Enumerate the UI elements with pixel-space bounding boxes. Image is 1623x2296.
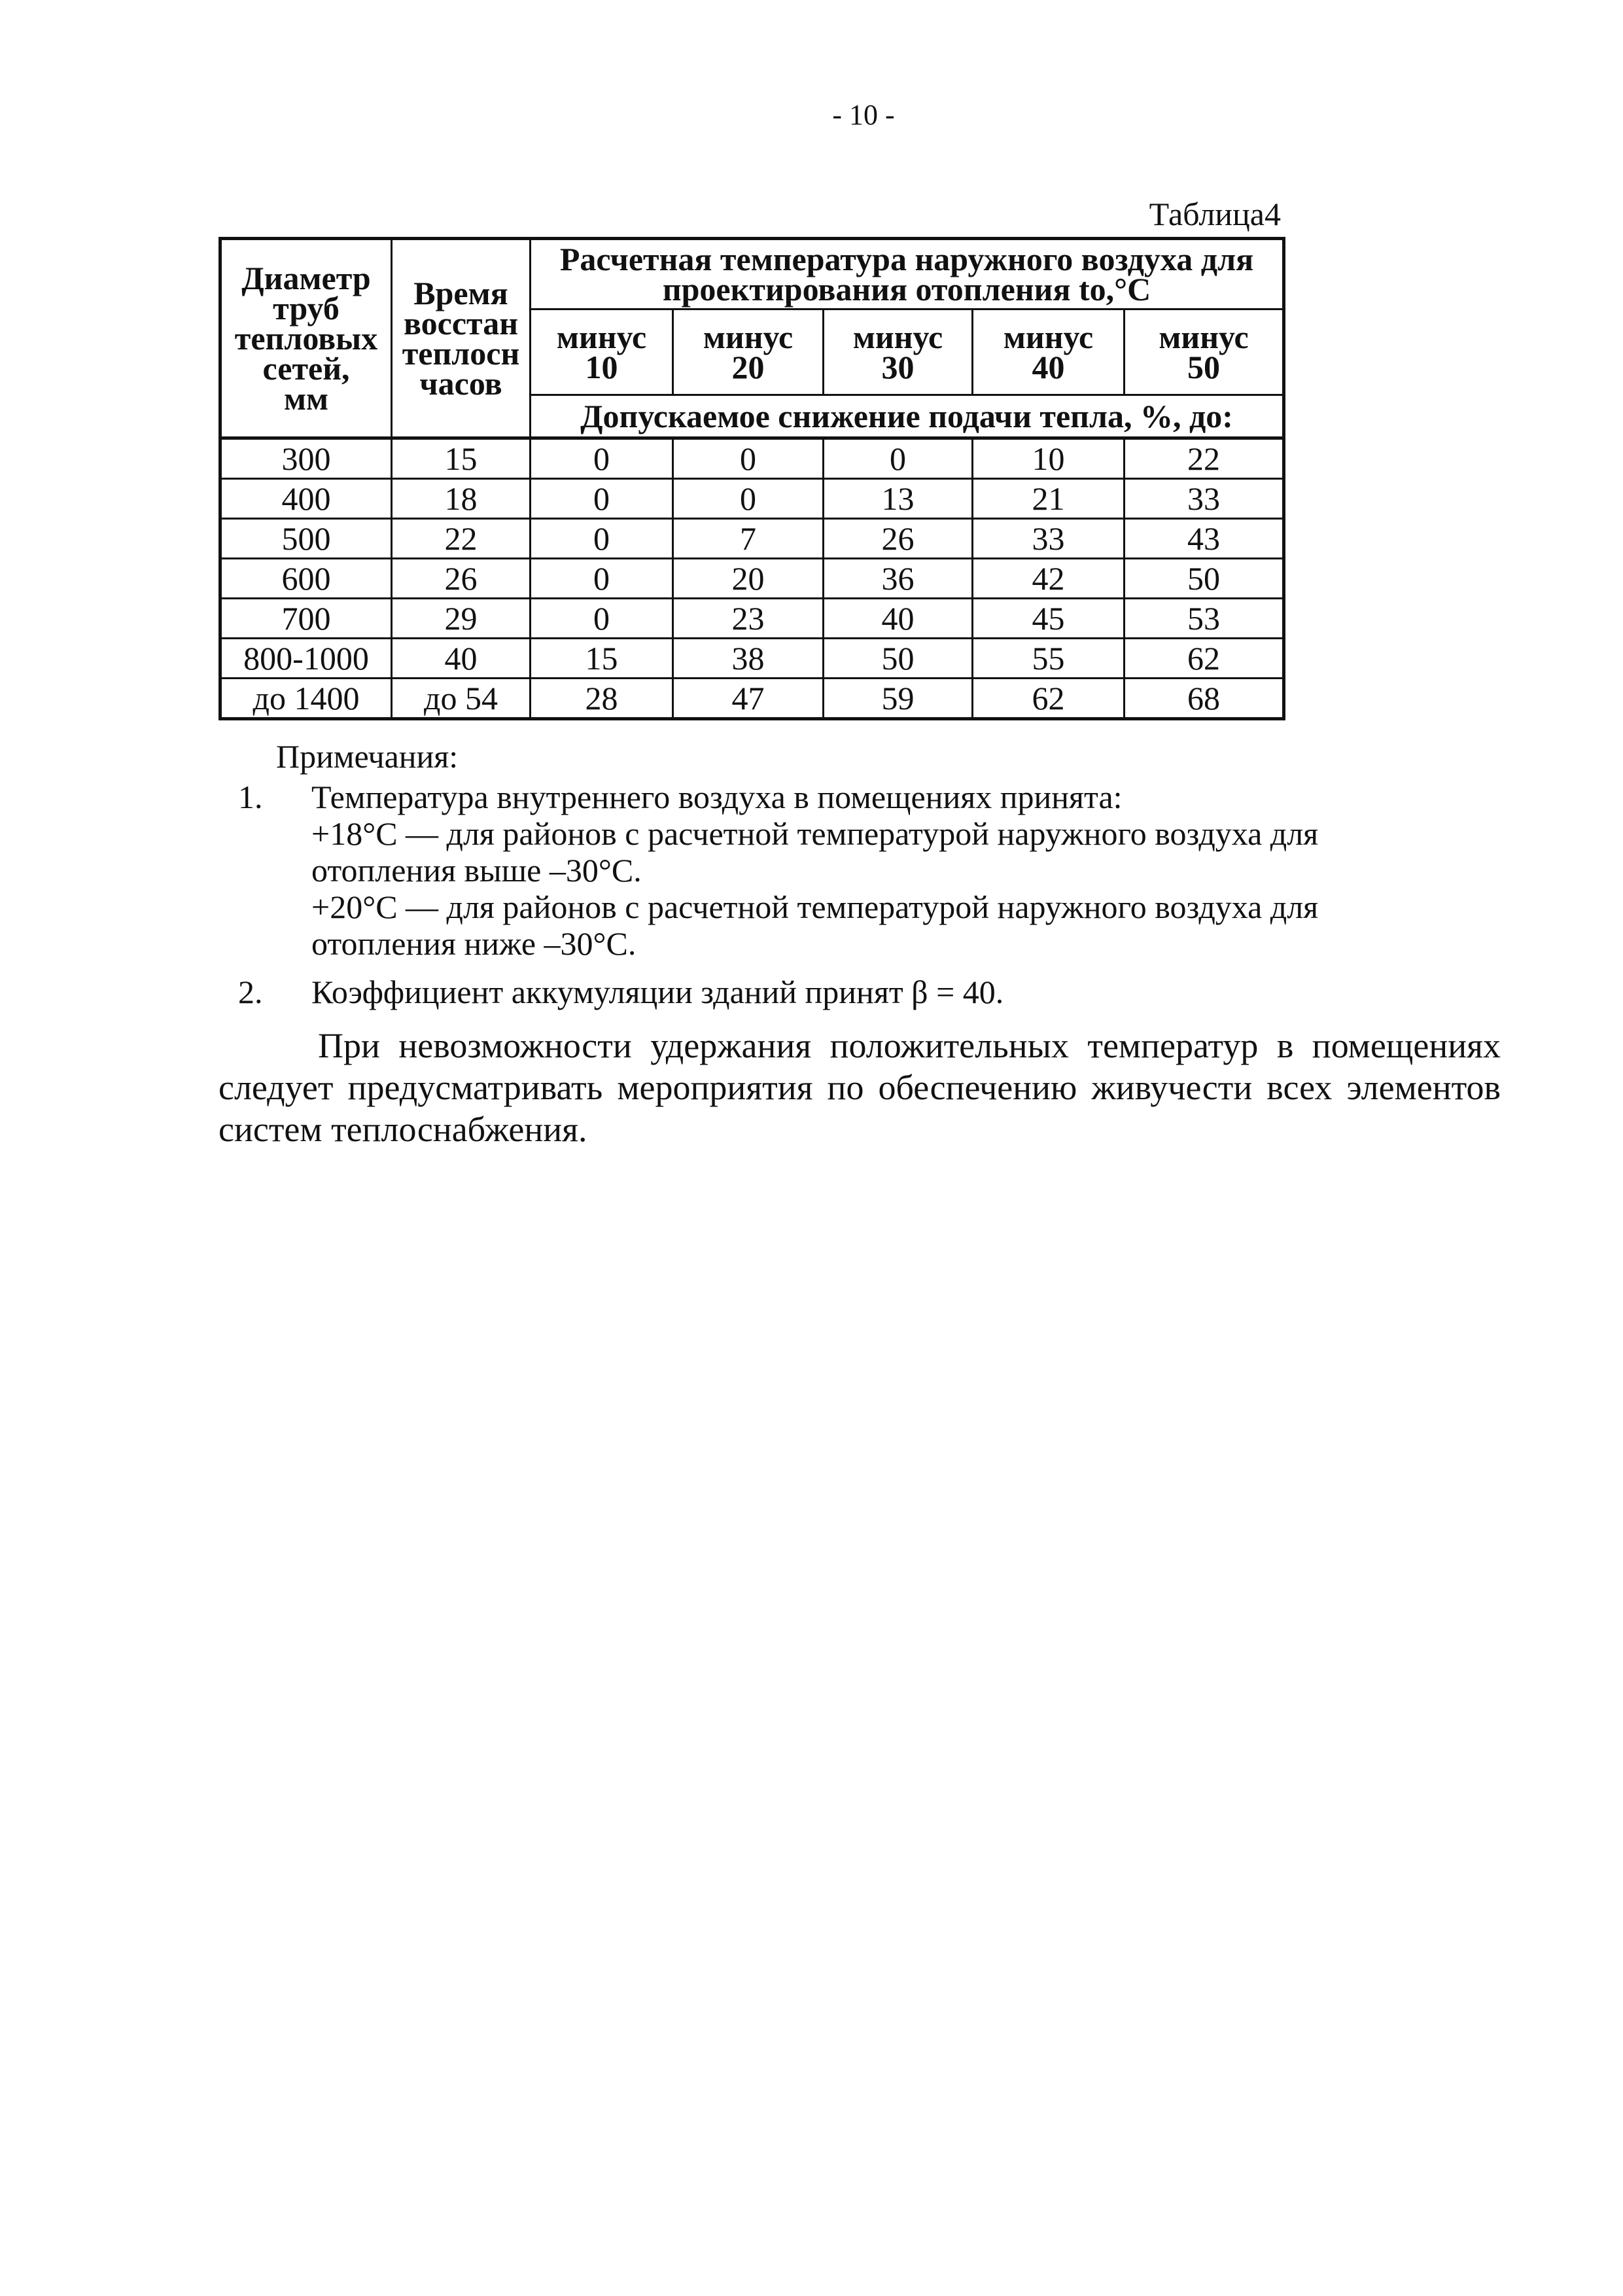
table-cell: 29	[392, 599, 531, 639]
table-cell: 22	[392, 519, 531, 559]
note-text: Температура внутреннего воздуха в помещениях принята: +18°С — для районов с расчетной температурой наружного воздуха для отопления выше –30°С. +20°С — для районов с расчетной температурой наружного воздуха для отопления ниже –30°С.	[311, 779, 1319, 962]
page-number: - 10 -	[832, 99, 895, 131]
table-cell: 0	[824, 438, 973, 479]
header-allowed-reduction: Допускаемое снижение подачи тепла, %, до:	[531, 395, 1284, 438]
table-row	[220, 479, 1284, 519]
table-cell: 15	[531, 639, 673, 679]
header-minus-50: минус 50	[1125, 309, 1284, 395]
table-cell: 500	[220, 519, 392, 559]
table-cell: 47	[673, 679, 824, 719]
table-cell: 50	[824, 639, 973, 679]
table-cell: 42	[973, 559, 1125, 599]
table-cell: 600	[220, 559, 392, 599]
table-cell: 20	[673, 559, 824, 599]
table-cell: 300	[220, 438, 392, 479]
table-cell: 0	[531, 479, 673, 519]
table-cell: 33	[973, 519, 1125, 559]
table-row	[220, 438, 1284, 479]
table-cell: 26	[824, 519, 973, 559]
table-row	[220, 599, 1284, 639]
header-minus-40: минус 40	[973, 309, 1125, 395]
table-cell: 0	[673, 479, 824, 519]
table-cell: 33	[1125, 479, 1284, 519]
header-minus-10: минус 10	[531, 309, 673, 395]
table-row	[220, 639, 1284, 679]
table-cell: 59	[824, 679, 973, 719]
table-cell: 23	[673, 599, 824, 639]
table-cell: 36	[824, 559, 973, 599]
header-minus-30: минус 30	[824, 309, 973, 395]
table-row	[220, 559, 1284, 599]
table-cell: 10	[973, 438, 1125, 479]
header-recovery-time: Время восстан теплосн часов	[392, 239, 531, 438]
table-cell: 22	[1125, 438, 1284, 479]
note-text: Коэффициент аккумуляции зданий принят β = 40.	[311, 974, 1004, 1010]
table-caption: Таблица4	[1149, 196, 1281, 232]
table-cell: 13	[824, 479, 973, 519]
note-number: 2.	[238, 974, 263, 1010]
table-cell: 0	[531, 438, 673, 479]
notes-title: Примечания:	[276, 738, 459, 775]
table-cell: 0	[531, 599, 673, 639]
table-cell: 0	[673, 438, 824, 479]
heat-supply-table	[218, 237, 1285, 720]
table-row	[220, 679, 1284, 719]
table-cell: 700	[220, 599, 392, 639]
table-cell: 40	[392, 639, 531, 679]
table-cell: 28	[531, 679, 673, 719]
table-cell: 40	[824, 599, 973, 639]
table-cell: 0	[531, 559, 673, 599]
table-cell: 18	[392, 479, 531, 519]
table-cell: 15	[392, 438, 531, 479]
body-paragraph: При невозможности удержания положительных температур в помещениях следует предусматривать мероприятия по обеспечению живучести всех элементов систем теплоснабжения.	[218, 1026, 1501, 1149]
table-row	[220, 519, 1284, 559]
table-cell: до 54	[392, 679, 531, 719]
table-cell: 21	[973, 479, 1125, 519]
table-cell: до 1400	[220, 679, 392, 719]
table-cell: 45	[973, 599, 1125, 639]
table-cell: 53	[1125, 599, 1284, 639]
table-cell: 26	[392, 559, 531, 599]
table-cell: 50	[1125, 559, 1284, 599]
table-cell: 55	[973, 639, 1125, 679]
table-cell: 400	[220, 479, 392, 519]
table-cell: 43	[1125, 519, 1284, 559]
table-cell: 7	[673, 519, 824, 559]
table-cell: 800-1000	[220, 639, 392, 679]
table-cell: 62	[973, 679, 1125, 719]
table-cell: 68	[1125, 679, 1284, 719]
note-number: 1.	[238, 779, 263, 815]
header-diameter: Диаметр труб тепловых сетей, мм	[220, 239, 392, 438]
header-design-temperature: Расчетная температура наружного воздуха для проектирования отопления to,°C	[531, 239, 1284, 309]
table-cell: 38	[673, 639, 824, 679]
header-minus-20: минус 20	[673, 309, 824, 395]
table-cell: 0	[531, 519, 673, 559]
table-cell: 62	[1125, 639, 1284, 679]
